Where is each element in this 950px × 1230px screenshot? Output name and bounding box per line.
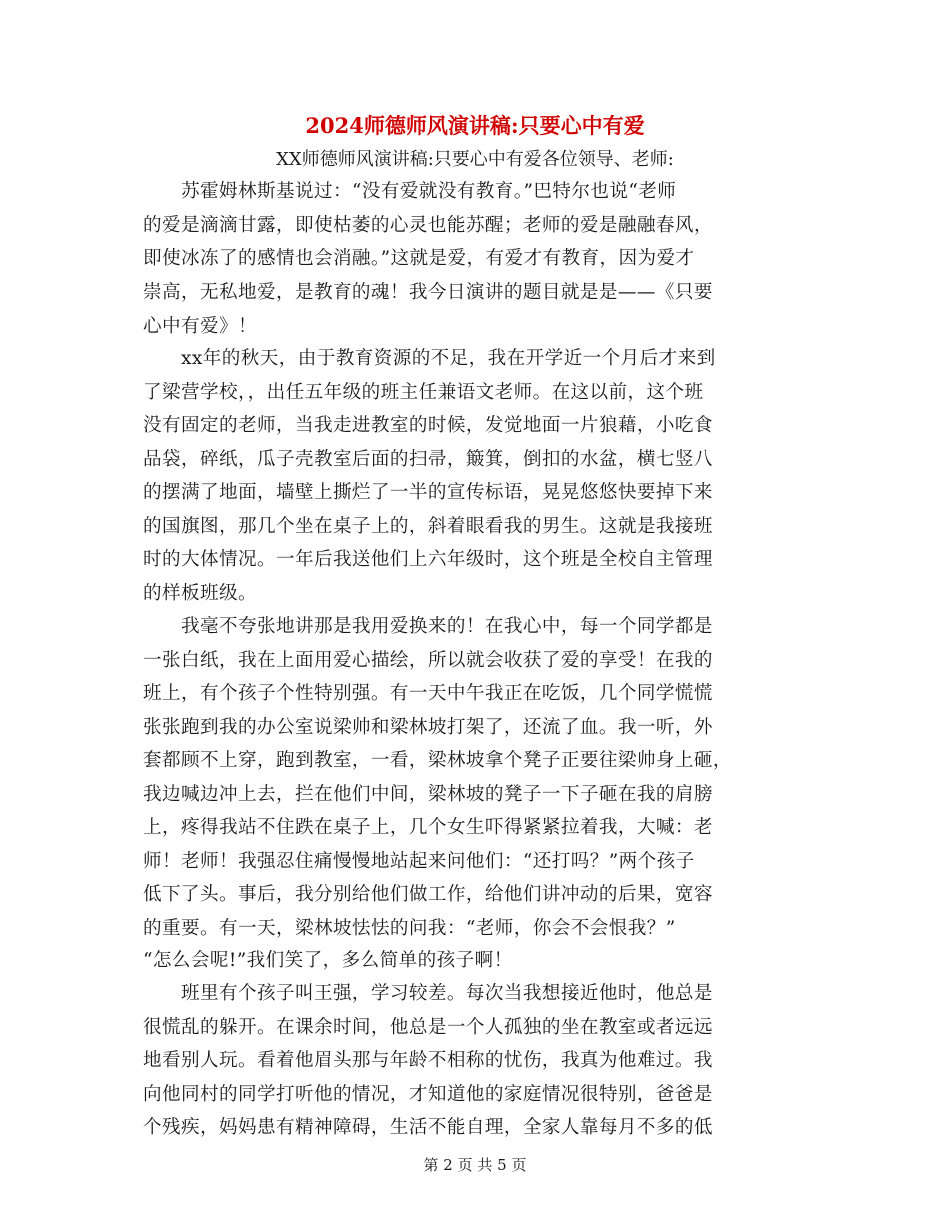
- body-line: 套都顾不上穿，跑到教室，一看，梁林坡拿个凳子正要往梁帅身上砸，: [143, 750, 732, 771]
- body-line: 个残疾，妈妈患有精神障碍，生活不能自理，全家人靠每月不多的低: [143, 1117, 713, 1138]
- body-line: 很慌乱的躲开。在课余时间，他总是一个人孤独的坐在教室或者远远: [143, 1017, 713, 1038]
- body-line: 的爱是滴滴甘露，即使枯萎的心灵也能苏醒；老师的爱是融融春风，: [143, 215, 713, 236]
- body-line: 我毫不夸张地讲那是我用爱换来的！在我心中，每一个同学都是: [143, 616, 713, 637]
- body-line: 师！老师！我强忍住痛慢慢地站起来问他们：“还打吗？”两个孩子: [143, 851, 695, 872]
- body-line: 上，疼得我站不住跌在桌子上，几个女生吓得紧紧拉着我，大喊：老: [143, 817, 713, 838]
- body-line: 的样板班级。: [143, 583, 257, 604]
- body-line: 心中有爱》！: [143, 316, 257, 337]
- body-line: 的摆满了地面，墙壁上撕烂了一半的宣传标语，晃晃悠悠快要掉下来: [143, 482, 713, 503]
- subtitle-line: XX师德师风演讲稿:只要心中有爱各位领导、老师:: [276, 149, 674, 170]
- body-line: 的国旗图，那几个坐在桌子上的，斜着眼看我的男生。这就是我接班: [143, 516, 713, 537]
- body-line: 张张跑到我的办公室说梁帅和梁林坡打架了，还流了血。我一听，外: [143, 717, 713, 738]
- body-line: 苏霍姆林斯基说过：“没有爱就没有教育。”巴特尔也说“老师: [143, 181, 677, 202]
- body-line: 没有固定的老师，当我走进教室的时候，发觉地面一片狼藉，小吃食: [143, 415, 713, 436]
- body-line: 崇高，无私地爱，是教育的魂！我今日演讲的题目就是是——《只要: [143, 282, 713, 303]
- body-line: 品袋，碎纸，瓜子壳教室后面的扫帚，簸箕，倒扣的水盆，横七竖八: [143, 449, 713, 470]
- body-line: 班里有个孩子叫王强，学习较差。每次当我想接近他时，他总是: [143, 983, 713, 1004]
- body-line: 地看别人玩。看着他眉头那与年龄不相称的忧伤，我真为他难过。我: [143, 1050, 713, 1071]
- page-number: 第 2 页 共 5 页: [423, 1156, 527, 1174]
- body-line: 班上，有个孩子个性特别强。有一天中午我正在吃饭，几个同学慌慌: [143, 683, 713, 704]
- body-line: 向他同村的同学打听他的情况，才知道他的家庭情况很特别，爸爸是: [143, 1084, 713, 1105]
- body-line: 即使冰冻了的感情也会消融。”这就是爱，有爱才有教育，因为爱才: [143, 248, 695, 269]
- body-line: 的重要。有一天，梁林坡怯怯的问我：“老师，你会不会恨我？”: [143, 918, 676, 939]
- body-line: 我边喊边冲上去，拦在他们中间，梁林坡的凳子一下子砸在我的肩膀: [143, 784, 713, 805]
- page-title: 2024师德师风演讲稿:只要心中有爱: [305, 113, 645, 138]
- body-line: 时的大体情况。一年后我送他们上六年级时，这个班是全校自主管理: [143, 549, 713, 570]
- body-line: 一张白纸，我在上面用爱心描绘，所以就会收获了爱的享受！在我的: [143, 650, 713, 671]
- body-line: xx年的秋天，由于教育资源的不足，我在开学近一个月后才来到: [143, 348, 716, 369]
- body-line: 了梁营学校，，出任五年级的班主任兼语文老师。在这以前，这个班: [143, 382, 704, 403]
- body-line: 低下了头。事后，我分别给他们做工作，给他们讲冲动的后果，宽容: [143, 884, 713, 905]
- body-line: “怎么会呢!”我们笑了，多么简单的孩子啊！: [143, 950, 513, 971]
